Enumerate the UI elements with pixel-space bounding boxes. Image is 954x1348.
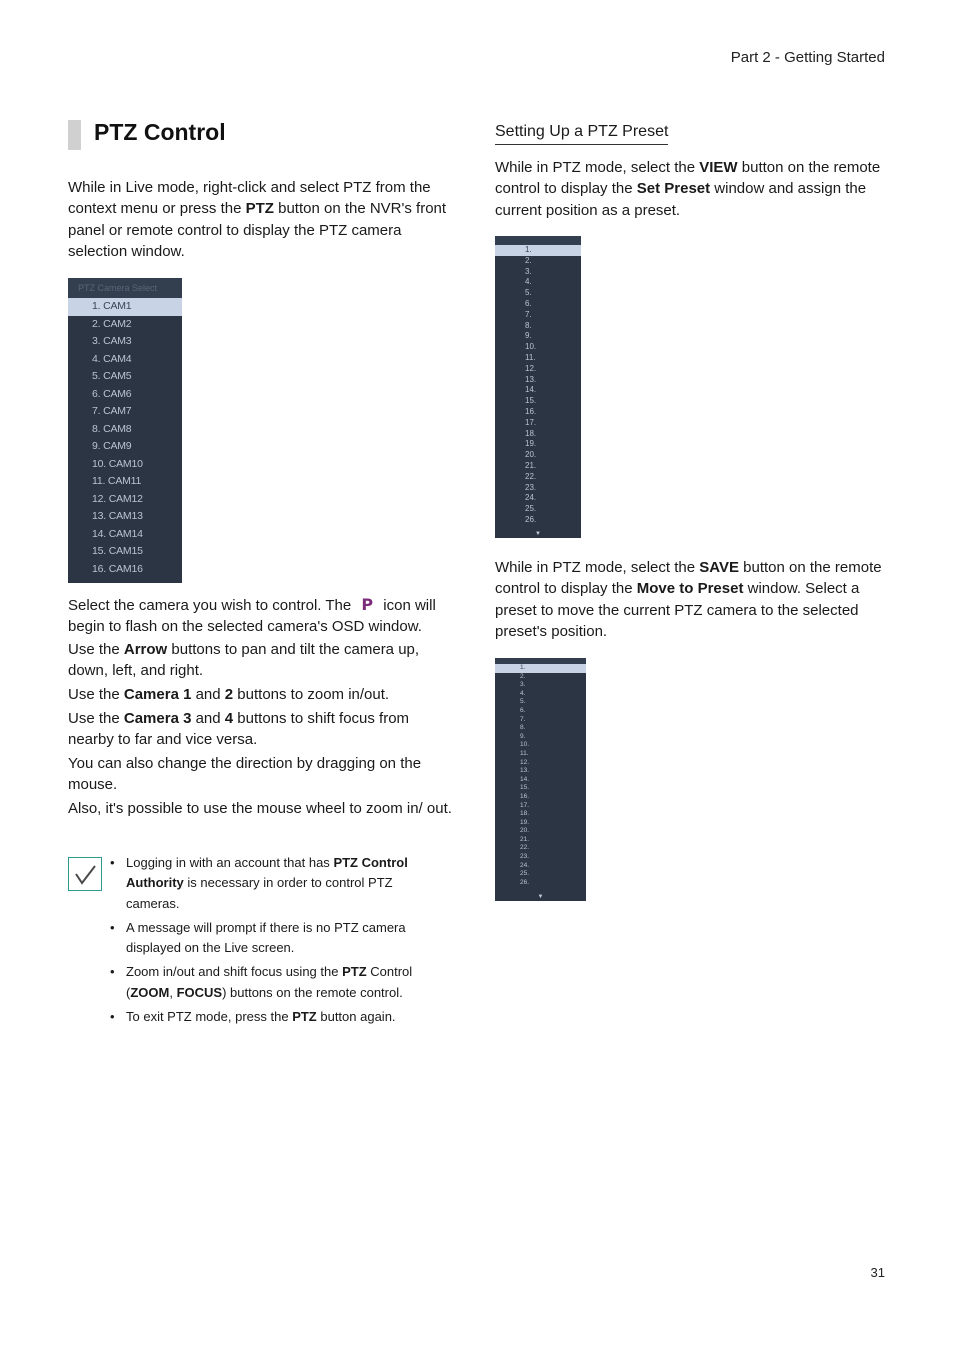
preset-list-item[interactable]: 7. bbox=[525, 309, 532, 319]
arrow-bold: Arrow bbox=[123, 641, 168, 658]
note4-bold: PTZ bbox=[292, 1009, 317, 1025]
preset-list-item[interactable]: 20. bbox=[520, 827, 530, 835]
preset-list-item[interactable]: 9. bbox=[520, 732, 526, 740]
focus-text-1: Use the bbox=[68, 710, 124, 727]
note4-text-1: To exit PTZ mode, press the bbox=[126, 1009, 293, 1025]
select-camera-paragraph bbox=[68, 594, 458, 638]
movepreset-text-1: While in PTZ mode, select the bbox=[495, 559, 700, 576]
focus-text-3: buttons to shift focus from nearby to far and vice versa. bbox=[68, 710, 410, 749]
note3-bold-3: FOCUS bbox=[176, 984, 223, 1000]
preset-list-item[interactable]: 11. bbox=[525, 352, 536, 362]
preset-list-item[interactable]: 4. bbox=[525, 277, 532, 287]
preset-list-item[interactable]: 15. bbox=[520, 784, 530, 792]
zoom-text-2: and bbox=[191, 686, 225, 703]
page-number: 31 bbox=[870, 1265, 885, 1280]
camera-list-item[interactable]: 10. CAM10 bbox=[92, 457, 143, 470]
page-header-section: Part 2 - Getting Started bbox=[730, 49, 885, 66]
preset-list-item[interactable]: 3. bbox=[525, 266, 532, 276]
focus-bold-1: Camera 3 bbox=[123, 710, 192, 727]
preset-list-item[interactable]: 1. bbox=[495, 245, 581, 256]
note-item bbox=[108, 962, 448, 1003]
zoom-bold-1: Camera 1 bbox=[123, 686, 192, 703]
move-preset-paragraph bbox=[495, 557, 885, 642]
camera-list-item[interactable]: 16. CAM16 bbox=[92, 562, 143, 575]
set-preset-window bbox=[495, 236, 581, 538]
camera-list-item[interactable]: 12. CAM12 bbox=[92, 492, 143, 505]
preset-list-item[interactable]: 21. bbox=[520, 835, 530, 843]
set-preset-list bbox=[495, 245, 581, 526]
preset-list-item[interactable]: 20. bbox=[525, 450, 537, 460]
preset-list-item[interactable]: 2. bbox=[520, 672, 526, 680]
set-preset-header bbox=[495, 236, 581, 245]
preset-list-item[interactable]: 16. bbox=[525, 406, 537, 416]
preset-list-item[interactable]: 4. bbox=[520, 689, 526, 697]
preset-list-item[interactable]: 25. bbox=[520, 870, 530, 878]
page-title: PTZ Control bbox=[94, 119, 226, 145]
set-preset-paragraph bbox=[495, 157, 885, 221]
preset-list-item[interactable]: 3. bbox=[520, 681, 526, 689]
preset-list-item[interactable]: 6. bbox=[520, 706, 526, 714]
camera-list-item[interactable]: 3. CAM3 bbox=[92, 335, 132, 347]
preset-list-item[interactable]: 23. bbox=[525, 482, 537, 492]
arrow-text-2: buttons to pan and tilt the camera up, down, left, and right. bbox=[68, 641, 420, 680]
preset-list-item[interactable]: 17. bbox=[520, 801, 530, 809]
preset-list-item[interactable]: 13. bbox=[525, 374, 537, 384]
preset-list-item[interactable]: 19. bbox=[520, 818, 530, 826]
preset-list-item[interactable]: 7. bbox=[520, 715, 526, 723]
note3-text-4: ) buttons on the remote control. bbox=[222, 984, 403, 1000]
movepreset-text-3: window. Select a preset to move the current PTZ camera to the selected preset's position. bbox=[495, 580, 860, 640]
note3-text-3: , bbox=[169, 984, 177, 1000]
preset-list-item[interactable]: 8. bbox=[525, 320, 532, 330]
camera-list-item[interactable]: 1. CAM1 bbox=[68, 298, 182, 316]
note-item bbox=[108, 853, 448, 914]
preset-list-item[interactable]: 18. bbox=[520, 810, 530, 818]
title-accent-bar bbox=[68, 120, 81, 150]
checkmark-note-icon bbox=[68, 857, 102, 891]
preset-list-item[interactable]: 8. bbox=[520, 724, 526, 732]
preset-list-item[interactable]: 5. bbox=[525, 288, 532, 298]
intro-text-2: button on the NVR's front panel or remote control to display the PTZ camera selection window. bbox=[68, 200, 447, 260]
preset-list-item[interactable]: 14. bbox=[520, 775, 530, 783]
preset-list-item[interactable]: 24. bbox=[525, 493, 537, 503]
preset-list-item[interactable]: 16. bbox=[520, 792, 530, 800]
preset-list-item[interactable]: 19. bbox=[525, 439, 537, 449]
focus-text-2: and bbox=[191, 710, 225, 727]
camera-list-item[interactable]: 2. CAM2 bbox=[92, 317, 132, 330]
camera-list-item[interactable]: 11. CAM11 bbox=[92, 475, 142, 487]
preset-list-item[interactable]: 25. bbox=[525, 504, 537, 514]
preset-list-item[interactable]: 10. bbox=[520, 741, 530, 749]
ptz-camera-select-window bbox=[68, 278, 182, 583]
camera-list-item[interactable]: 7. CAM7 bbox=[92, 405, 132, 417]
preset-list-item[interactable]: 11. bbox=[520, 749, 529, 757]
preset-list-item[interactable]: 24. bbox=[520, 861, 530, 869]
note1-text-2: is necessary in order to control PTZ cameras. bbox=[126, 875, 393, 911]
intro-bold-ptz: PTZ bbox=[245, 200, 274, 218]
setpreset-bold-window: Set Preset bbox=[636, 180, 711, 198]
move-preset-list bbox=[495, 664, 586, 887]
arrow-text-1: Use the bbox=[68, 641, 124, 658]
camera-list-item[interactable]: 5. CAM5 bbox=[92, 370, 132, 382]
select-text-2: icon will begin to flash on the selected camera's OSD window. bbox=[68, 597, 436, 636]
camera-list-item[interactable]: 15. CAM15 bbox=[92, 545, 143, 557]
setpreset-text-2: button on the remote control to display the bbox=[495, 159, 881, 198]
note1-text-1: Logging in with an account that has bbox=[126, 855, 334, 870]
zoom-bold-2: 2 bbox=[224, 686, 234, 703]
movepreset-bold-save: SAVE bbox=[699, 559, 739, 576]
notes-list bbox=[108, 853, 448, 1031]
camera-list-item[interactable]: 6. CAM6 bbox=[92, 387, 132, 400]
note4-text-2: button again. bbox=[316, 1009, 396, 1025]
focus-bold-2: 4 bbox=[224, 710, 234, 727]
focus-paragraph bbox=[68, 708, 458, 751]
preset-list-item[interactable]: 1. bbox=[495, 664, 586, 673]
preset-list-item[interactable]: 5. bbox=[520, 698, 526, 706]
wheel-paragraph: Also, it's possible to use the mouse wheel to zoom in/ out. bbox=[68, 800, 452, 817]
preset-list-item[interactable]: 12. bbox=[520, 758, 530, 766]
select-text-1: Select the camera you wish to control. The bbox=[68, 597, 356, 614]
section-title: Setting Up a PTZ Preset bbox=[495, 123, 668, 145]
preset-list-item[interactable]: 9. bbox=[525, 331, 532, 341]
preset-list-item[interactable]: 12. bbox=[525, 363, 537, 373]
preset-list-item[interactable]: 6. bbox=[525, 298, 532, 308]
preset-list-item[interactable]: 18. bbox=[525, 428, 537, 438]
movepreset-text-2: button on the remote control to display the bbox=[495, 559, 882, 598]
preset-list-item[interactable]: 26. bbox=[520, 878, 530, 886]
drag-paragraph: You can also change the direction by dragging on the mouse. bbox=[68, 755, 422, 794]
preset-list-item[interactable]: 22. bbox=[520, 844, 530, 852]
note3-text-2: Control ( bbox=[126, 964, 413, 1000]
zoom-paragraph bbox=[68, 684, 458, 705]
note1-bold: PTZ Control Authority bbox=[126, 855, 408, 891]
zoom-text-3: buttons to zoom in/out. bbox=[233, 686, 390, 703]
preset-list-item[interactable]: 2. bbox=[525, 255, 532, 265]
note-item bbox=[108, 1007, 448, 1027]
preset-list-item[interactable]: 15. bbox=[525, 396, 537, 406]
ptz-osd-icon: P bbox=[361, 595, 374, 614]
preset-list-item[interactable]: 14. bbox=[525, 385, 537, 395]
preset-list-item[interactable]: 23. bbox=[520, 853, 530, 861]
camera-list-item[interactable]: 4. CAM4 bbox=[92, 352, 132, 365]
camera-list-item[interactable]: 9. CAM9 bbox=[92, 440, 132, 452]
camera-list-item[interactable]: 8. CAM8 bbox=[92, 422, 132, 435]
move-to-preset-window bbox=[495, 658, 586, 901]
preset-list-item[interactable]: 22. bbox=[525, 471, 537, 481]
camera-list-item[interactable]: 14. CAM14 bbox=[92, 527, 143, 540]
setpreset-bold-view: VIEW bbox=[699, 159, 738, 176]
setpreset-text-1: While in PTZ mode, select the bbox=[495, 159, 700, 176]
note3-text-1: Zoom in/out and shift focus using the bbox=[126, 964, 343, 980]
preset-list-item[interactable]: 17. bbox=[525, 417, 537, 427]
scroll-down-icon[interactable]: ▼ bbox=[535, 531, 541, 537]
preset-list-item[interactable]: 21. bbox=[525, 460, 537, 470]
scroll-down-icon[interactable]: ▼ bbox=[537, 894, 544, 900]
preset-list-item[interactable]: 10. bbox=[525, 342, 537, 352]
movepreset-bold-window: Move to Preset bbox=[636, 580, 744, 598]
camera-list-header: PTZ Camera Select bbox=[68, 278, 182, 298]
setpreset-text-3: window and assign the current position as a preset. bbox=[495, 180, 867, 219]
arrow-paragraph bbox=[68, 639, 458, 682]
preset-list-item[interactable]: 26. bbox=[525, 514, 537, 524]
intro-paragraph bbox=[68, 177, 458, 262]
preset-list-item[interactable]: 13. bbox=[520, 767, 530, 775]
note3-bold-1: PTZ bbox=[342, 964, 367, 980]
camera-list-item[interactable]: 13. CAM13 bbox=[92, 510, 143, 522]
intro-text-1: While in Live mode, right-click and select PTZ from the context menu or press the bbox=[68, 179, 431, 218]
note3-bold-2: ZOOM bbox=[130, 984, 170, 1000]
note-item: • A message will prompt if there is no PTZ camera displayed on the Live screen. bbox=[108, 918, 448, 959]
zoom-text-1: Use the bbox=[68, 686, 124, 703]
